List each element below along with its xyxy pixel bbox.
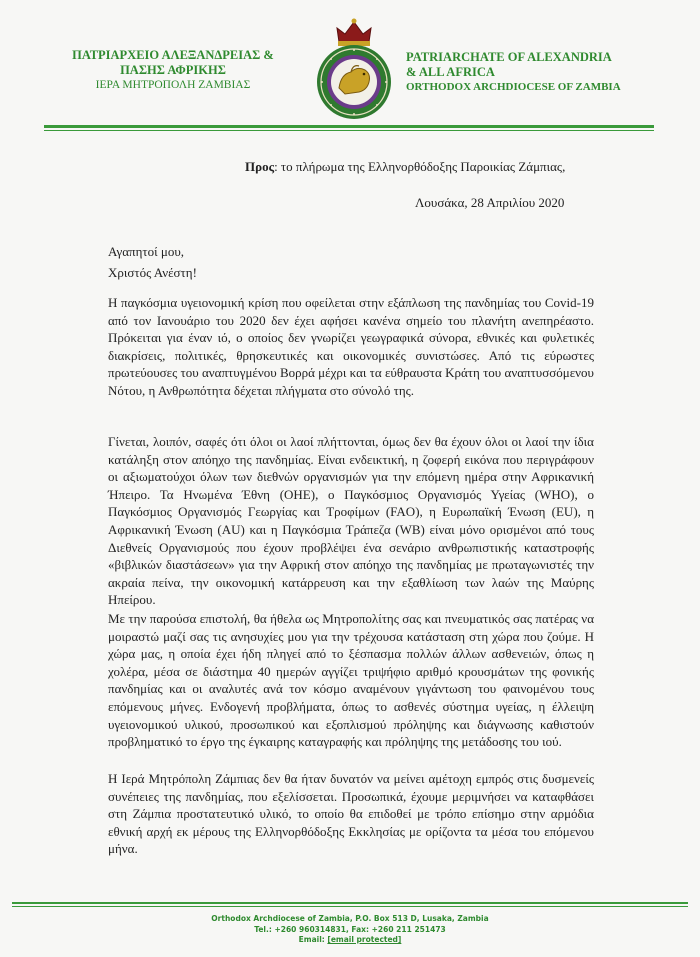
footer-email-label: Email: xyxy=(298,935,328,944)
footer-phone: Tel.: +260 960314831, Fax: +260 211 251473 xyxy=(254,924,446,934)
header-greek-line3: ΙΕΡΑ ΜΗΤΡΟΠΟΛΗ ΖΑΜΒΙΑΣ xyxy=(95,79,251,91)
header-divider-thin xyxy=(44,130,654,131)
header-english xyxy=(406,50,666,95)
paragraph-4: Η Ιερά Μητρόπολη Ζάμπιας δεν θα ήταν δυνατόν να μείνει αμέτοχη εμπρός στις δυσμενείς συνέπειες της πανδημίας, που εξελίσσεται. Προσωπικά, έχουμε μεριμνήσει να καταφθάσει στη Ζάμπια προστατευτικό υλικό, το οποίο θα επιδοθεί με τρόπο επίσημο στην αρμόδια εθνική αρχή εκ μέρους της Ελληνορθόδοξης Εκκλησίας με ορίζοντα τα μέσα του επόμενου μήνα. xyxy=(108,771,594,857)
footer xyxy=(170,914,530,946)
paragraph-1: Η παγκόσμια υγειονομική κρίση που οφείλεται στην εξάπλωση της πανδημίας του Covid-19 από τον Ιανουάριο του 2020 δεν έχει αφήσει κανένα σημείο του πλανήτη ανεπηρέαστο. Πρόκειται για έναν ιό, ο οποίος δεν γνωρίζει γεωγραφικά σύνορα, εθνικές και φυλετικές διακρίσεις, πολιτικές, θρησκευτικές και οικονομικές συνιστώσες. Από τις εύρωστες πρωτεύουσες του αναπτυγμένου Βορρά μέχρι και τα εύθραυστα Κράτη του αναπτυσσόμενου Νότου, η Ανθρωπότητα δέχεται πλήγματα στο σύνολό της. xyxy=(108,295,594,398)
header-greek-line2: ΠΑΣΗΣ ΑΦΡΙΚΗΣ xyxy=(120,63,226,77)
footer-address: Orthodox Archdiocese of Zambia, P.O. Box 513 D, Lusaka, Zambia xyxy=(211,914,489,923)
header-greek-line1: ΠΑΤΡΙΑΡΧΕΙΟ ΑΛΕΞΑΝΔΡΕΙΑΣ & xyxy=(72,48,274,62)
letter-date: Λουσάκα, 28 Απριλίου 2020 xyxy=(415,195,565,210)
footer-divider xyxy=(12,902,688,904)
recipient-line xyxy=(245,159,565,175)
paragraph-3: Με την παρούσα επιστολή, θα ήθελα ως Μητροπολίτης σας και πνευματικός σας πατέρας να μοιραστώ μαζί σας τις ανησυχίες μου για την τρέχουσα κατάσταση στη χώρα που ζούμε. Η χώρα μας, η οποία έχει ήδη πληγεί από το ξέσπασμα πολλών άλλων ασθενειών, όπως η χολέρα, μέσα σε διάστημα 40 ημερών αγγίζει τριψήφιο αριθμό κρουσμάτων της φονικής πανδημίας και οι αναλυτές ανά τον κόσμο αναμένουν γιγάντωση του φαινομένου τους επόμενους μήνες. Ενδογενή προβλήματα, όπως το ασθενές σύστημα υγείας, η έλλειψη υγειονομικού υλικού, προσωπικού και εξοπλισμού πρόληψης και διάγνωσης καθιστούν προβληματικό το έργο της έγκαιρης καταγραφής και πρόληψης της μετάδοσης του ιού. xyxy=(108,611,594,750)
header-english-line2: & ALL AFRICA xyxy=(406,65,495,79)
header-english-line1: PATRIARCHATE OF ALEXANDRIA xyxy=(406,50,612,64)
header-english-line3: ORTHODOX ARCHDIOCESE OF ZAMBIA xyxy=(406,81,621,93)
recipient-label: Προς xyxy=(245,159,275,174)
recipient-text: : το πλήρωμα της Ελληνορθόδοξης Παροικίας Ζάμπιας, xyxy=(274,159,566,174)
footer-divider-thin xyxy=(12,906,688,907)
header-divider xyxy=(44,125,654,128)
greeting-line1: Αγαπητοί μου, xyxy=(108,244,185,259)
footer-email-link[interactable]: [email protected] xyxy=(327,935,402,944)
greeting-line2: Χριστός Ανέστη! xyxy=(108,265,197,280)
header-greek xyxy=(48,48,298,93)
greeting xyxy=(108,241,197,283)
coat-of-arms-icon xyxy=(309,14,399,122)
paragraph-2: Γίνεται, λοιπόν, σαφές ότι όλοι οι λαοί πλήττονται, όμως δεν θα έχουν όλοι οι λαοί την ίδια κατάληξη στον απόηχο της πανδημίας. Είναι ενδεικτική, η ζοφερή εικόνα που περιγράφουν οι αξιωματούχοι όλων των διεθνών οργανισμών για την επόμενη ημέρα στην Αφρικανική Ήπειρο. Τα Ηνωμένα Έθνη (ΟΗΕ), ο Παγκόσμιος Οργανισμός Υγείας (WHO), ο Παγκόσμιος Οργανισμός Γεωργίας και Τροφίμων (FAO), η Ευρωπαϊκή Ένωση (EU), η Αφρικανική Ένωση (AU) και η Παγκόσμια Τράπεζα (WB) είναι μόνο ορισμένοι από τους Διεθνείς Οργανισμούς που έχουν προβλέψει ένα σενάριο ανθρωπιστικής καταστροφής «βιβλικών διαστάσεων» για την Αφρική στον απόηχο της πανδημίας με πρωταγωνιστές την ακραία πείνα, την οικονομική κατάρρευση και την εξαθλίωση των λαών της Μαύρης Ηπείρου. xyxy=(108,434,594,608)
footer-email-line xyxy=(170,935,530,946)
